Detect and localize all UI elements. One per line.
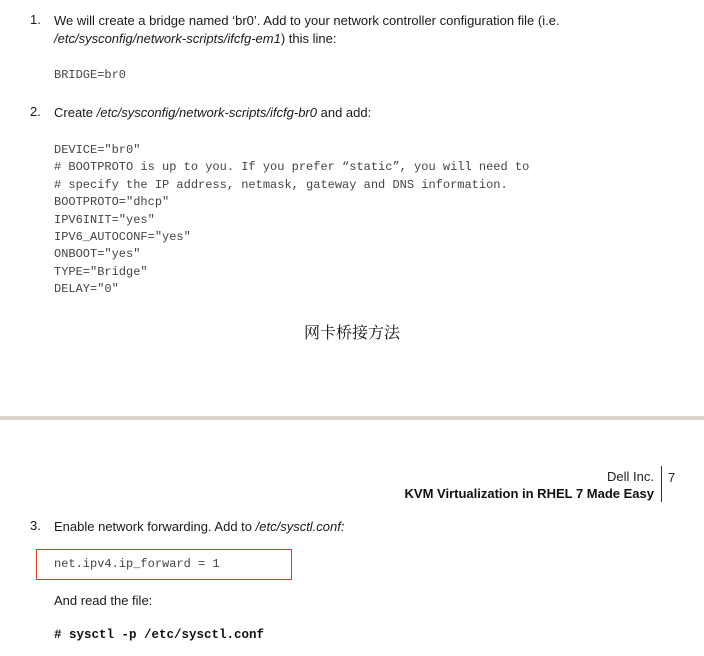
- code-line: ONBOOT="yes": [54, 247, 141, 262]
- footer-title: KVM Virtualization in RHEL 7 Made Easy: [404, 486, 654, 501]
- step-3-followup: And read the file:: [54, 593, 153, 608]
- step-2-code-block: [54, 142, 529, 299]
- step-3-text: [54, 518, 345, 536]
- footer-company: Dell Inc.: [607, 469, 654, 484]
- code-line: IPV6INIT="yes": [54, 212, 155, 227]
- code-line: # BOOTPROTO is up to you. If you prefer “static”, you will need to: [54, 160, 530, 175]
- step-3-command: # sysctl -p /etc/sysctl.conf: [54, 628, 265, 642]
- page-divider: [0, 416, 704, 420]
- step-3-prefix: Enable network forwarding. Add to: [54, 519, 256, 534]
- step-2-text: [54, 104, 371, 122]
- step-1-number: 1.: [30, 12, 41, 27]
- step-3-path: /etc/sysctl.conf:: [255, 519, 345, 534]
- step-1-path: /etc/sysconfig/network-scripts/ifcfg-em1: [54, 31, 281, 46]
- step-3-number: 3.: [30, 518, 41, 533]
- step-2-number: 2.: [30, 104, 41, 119]
- code-line: net.ipv4.ip_forward = 1: [54, 557, 220, 571]
- step-1-text: [54, 12, 694, 48]
- step-2-path: /etc/sysconfig/network-scripts/ifcfg-br0: [96, 105, 317, 120]
- caption: 网卡桥接方法: [303, 325, 400, 342]
- code-line: # specify the IP address, netmask, gateway and DNS information.: [54, 177, 508, 192]
- step-1-line-2-suffix: ) this line:: [280, 31, 337, 46]
- step-1-code: [54, 67, 126, 84]
- code-line: DELAY="0": [54, 282, 119, 297]
- footer-separator: [661, 466, 662, 502]
- step-1-line-2: [54, 30, 694, 48]
- code-line: DEVICE="br0": [54, 143, 141, 157]
- code-line: IPV6_AUTOCONF="yes": [54, 229, 191, 244]
- step-3-code: [54, 556, 220, 573]
- code-line: BRIDGE=br0: [54, 68, 127, 82]
- page-number: 7: [668, 470, 676, 485]
- step-1-line-1: We will create a bridge named ‘br0’. Add to your network controller configuration file (i.e.: [54, 13, 560, 28]
- step-2-prefix: Create: [54, 105, 97, 120]
- code-line: TYPE="Bridge": [54, 264, 148, 279]
- code-line: BOOTPROTO="dhcp": [54, 195, 170, 210]
- page-footer: [300, 469, 654, 501]
- step-2-suffix: and add:: [317, 105, 372, 120]
